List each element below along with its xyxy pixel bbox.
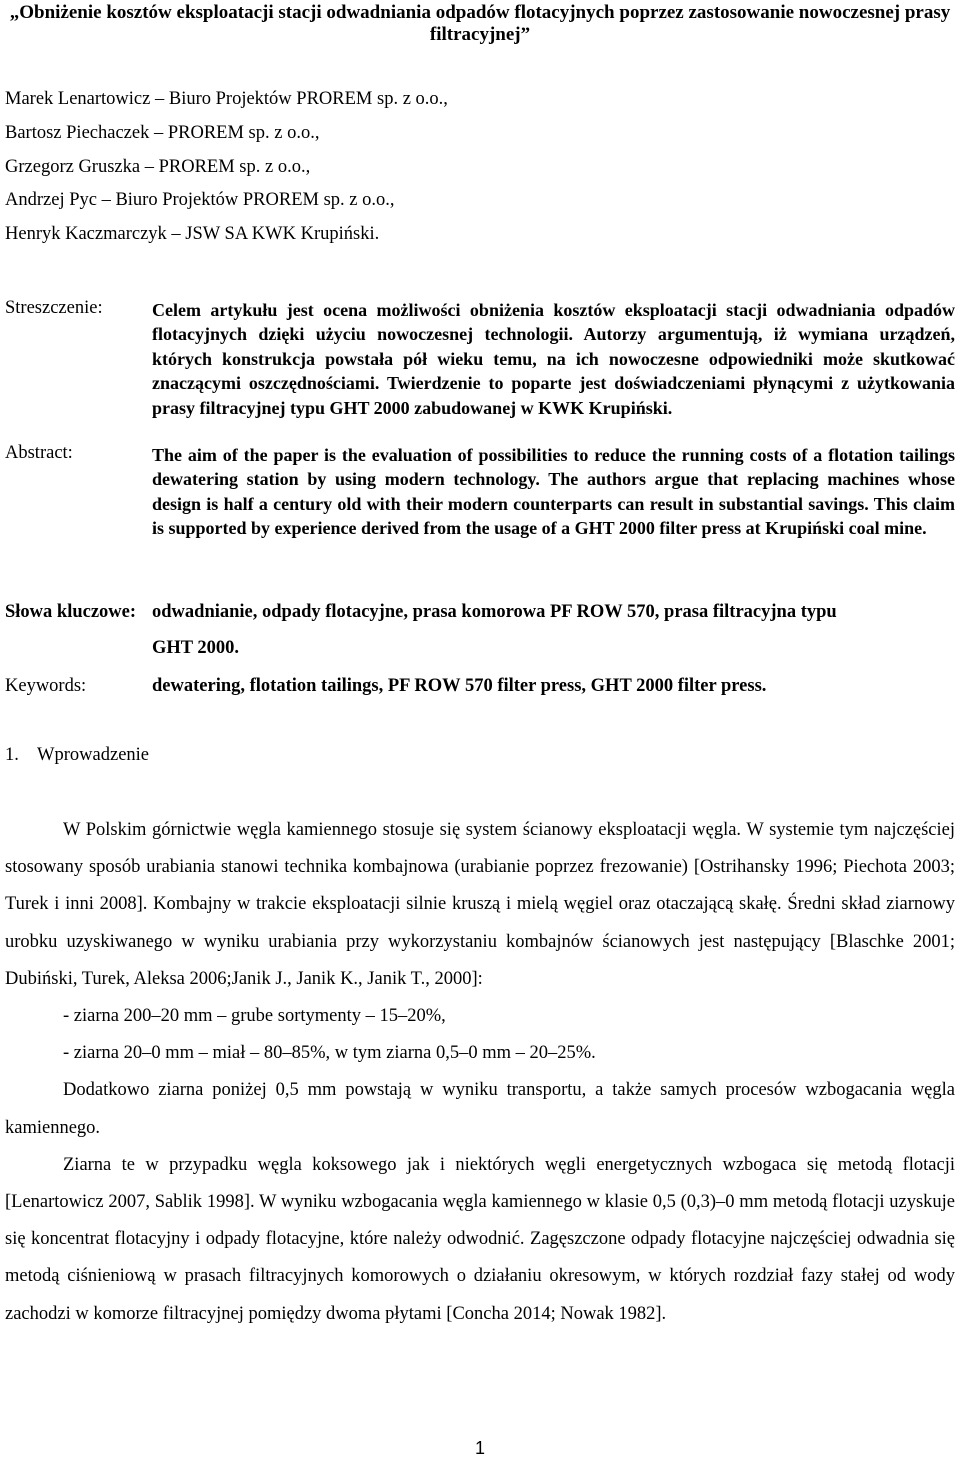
section-heading: 1. Wprowadzenie [5,745,150,765]
section-body [5,812,955,1333]
author-line: Andrzej Pyc – Biuro Projektów PROREM sp. z o.o., [5,190,395,211]
paragraph: Ziarna te w przypadku węgla koksowego jak i niektórych węgli energetycznych wzbogaca się metodą flotacji [Lenartowicz 2007, Sablik 1998]. W wyniku wzbogacania węgla kamiennego w klasie 0,5 (0,3)–0 mm metodą flotacji uzyskuje się koncentrat flotacyjny i odpady flotacyjne, które należy odwodnić. Zagęszczone odpady flotacyjne najczęściej odwadnia się metodą ciśnieniową w prasach filtracyjnych komorowych o działaniu okresowym, w których rozdział fazy stałej od wody zachodzi w komorze filtracyjnej pomiędzy dwoma płytami [Concha 2014; Nowak 1982]. [5,1154,955,1324]
list-item: - ziarna 20–0 mm – miał – 80–85%, w tym ziarna 0,5–0 mm – 20–25%. [63,1043,596,1064]
list-item: - ziarna 200–20 mm – grube sortymenty – 15–20%, [63,1006,446,1027]
abstract-label: Abstract: [5,443,73,463]
slowa-kluczowe-line1: odwadnianie, odpady flotacyjne, prasa komorowa PF ROW 570, prasa filtracyjna typu [152,602,837,622]
paragraph: W Polskim górnictwie węgla kamiennego stosuje się system ścianowy eksploatacji węgla. W systemie tym najczęściej stosowany sposób urabiania stanowi technika kombajnowa (urabianie poprzez frezowanie) [Ostrihansky 1996; Piechota 2003; Turek i inni 2008]. Kombajny w trakcie eksploatacji silnie kruszą i mielą węgiel oraz otaczającą skałę. Średni skład ziarnowy urobku uzyskiwanego w wyniku urabiania przy wykorzystaniu kombajnów ścianowych jest następujący [Blaschke 2001; Dubiński, Turek, Aleksa 2006;Janik J., Janik K., Janik T., 2000]: [5,820,955,989]
page-number: 1 [474,1438,485,1458]
keywords-label: Keywords: [5,676,87,696]
author-line: Bartosz Piechaczek – PROREM sp. z o.o., [5,122,320,143]
slowa-kluczowe-label: Słowa kluczowe: [5,602,137,622]
keywords-text: dewatering, flotation tailings, PF ROW 570 filter press, GHT 2000 filter press. [152,676,767,696]
author-list [5,83,448,252]
paragraph: Dodatkowo ziarna poniżej 0,5 mm powstają w wyniku transportu, a także samych procesów wzbogacania węgla kamiennego. [5,1080,955,1138]
author-line: Henryk Kaczmarczyk – JSW SA KWK Krupiński. [5,224,380,245]
abstract-text: The aim of the paper is the evaluation of possibilities to reduce the running costs of a flotation tailings dewatering station by using modern technology. The authors argue that replacing machines whose design is half a century old with their modern counterparts can result in substantial savings. This claim is supported by experience derived from the usage of a GHT 2000 filter press at Krupiński coal mine. [152,445,955,539]
paper-title: „Obniżenie kosztów eksploatacji stacji odwadniania odpadów flotacyjnych poprzez zastosowanie nowoczesnej prasy filtracyjnej” [9,2,951,45]
author-line: Grzegorz Gruszka – PROREM sp. z o.o., [5,156,311,177]
streszczenie-text: Celem artykułu jest ocena możliwości obniżenia kosztów eksploatacji stacji odwadniania odpadów flotacyjnych dzięki użyciu nowoczesnej technologii. Autorzy argumentują, iż wymiana urządzeń, których konstrukcja powstała pół wieku temu, na ich nowoczesne odpowiedniki może skutkować znaczącymi oszczędnościami. Twierdzenie to poparte jest doświadczeniami płynącymi z użytkowania prasy filtracyjnej typu GHT 2000 zabudowanej w KWK Krupiński. [152,300,955,418]
author-line: Marek Lenartowicz – Biuro Projektów PROREM sp. z o.o., [5,89,448,109]
slowa-kluczowe-line2: GHT 2000. [152,638,240,658]
streszczenie-label: Streszczenie: [5,298,103,318]
